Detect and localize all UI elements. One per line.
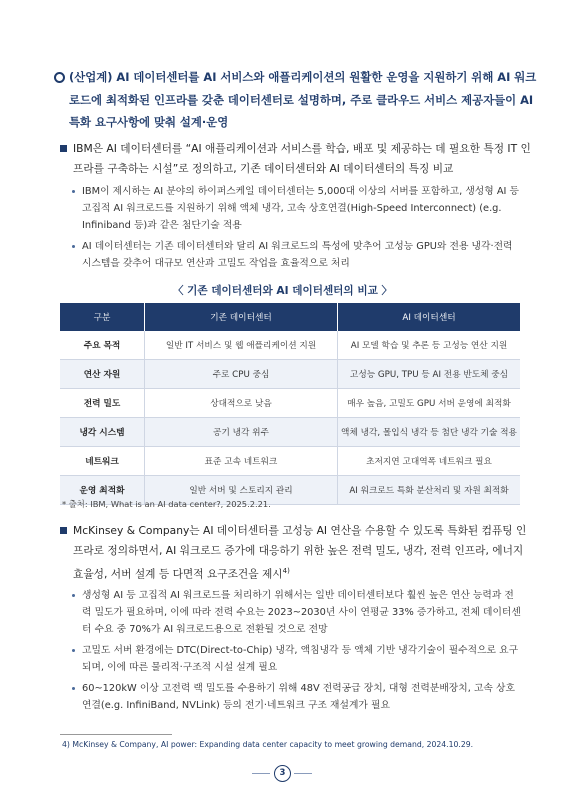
list-item: 고밀도 서버 환경에는 DTC(Direct-to-Chip) 냉각, 액침냉각 등 액체 기반 냉각기술이 필수적으로 요구되며, 이에 따른 물리적·구조적 시설 설계 필요 [72, 642, 522, 676]
list-item: 생성형 AI 등 고집적 AI 워크로드를 처리하기 위해서는 일반 데이터센터보다 훨씬 높은 연산 능력과 전력 밀도가 필요하며, 이에 따라 전력 수요는 2023~2030년 사이 연평균 33% 증가하고, 전체 데이터센터 수요 중 70%가 AI 워크로드용으로 전환될 것으로 전망 [72, 587, 522, 638]
ai-cell: AI 모델 학습 및 추론 등 고성능 연산 지원 [338, 331, 521, 360]
section1-heading-text: IBM은 AI 데이터센터를 “AI 애플리케이션과 서비스를 학습, 배포 및 제공하는 데 필요한 특정 IT 인프라를 구축하는 시설”로 정의하고, 기존 데이터센터와 AI 데이터센터의 특징 비교 [73, 142, 531, 175]
list-item: 60~120kW 이상 고전력 랙 밀도를 수용하기 위해 48V 전력공급 장치, 대형 전력분배장치, 고속 상호연결(e.g. InfiniBand, NVLink) 등의 전기·네트워크 구조 재설계가 필요 [72, 680, 522, 714]
section2-heading [60, 521, 533, 585]
comparison-table [60, 303, 520, 505]
table-title: 〈 기존 데이터센터와 AI 데이터센터의 비교 〉 [172, 285, 393, 297]
main-point [54, 66, 539, 134]
legacy-cell: 표준 고속 네트워크 [145, 447, 338, 476]
table-source: * 출처: IBM, What is an AI data center?, 2025.2.21. [62, 499, 271, 509]
table-row [60, 389, 520, 418]
table-row [60, 418, 520, 447]
legacy-cell: 일반 IT 서비스 및 웹 애플리케이션 지원 [145, 331, 338, 360]
legacy-cell: 주로 CPU 중심 [145, 360, 338, 389]
header-category: 구분 [60, 303, 145, 331]
header-ai: AI 데이터센터 [338, 303, 521, 331]
page-number-right-rule [294, 773, 312, 774]
ai-cell: AI 워크로드 특화 분산처리 및 자원 최적화 [338, 476, 521, 505]
square-bullet-icon [60, 145, 67, 152]
header-legacy: 기존 데이터센터 [145, 303, 338, 331]
section1-heading [60, 139, 533, 179]
legacy-cell: 일반 서버 및 스토리지 관리 [145, 476, 338, 505]
section2-heading-text: McKinsey & Company는 AI 데이터센터를 고성능 AI 연산을 수용할 수 있도록 특화된 컴퓨팅 인프라로 정의하면서, AI 워크로드 증가에 대응하기 위한 높은 전력 밀도, 냉각, 전력 인프라, 에너지 효율성, 서버 설계 등 다면적 요구조건을 제시 [73, 524, 527, 581]
row-label: 냉각 시스템 [60, 418, 145, 447]
table-header-row [60, 303, 520, 331]
list-item: AI 데이터센터는 기존 데이터센터와 달리 AI 워크로드의 특성에 맞추어 고성능 GPU와 전용 냉각·전력 시스템을 갖추어 대규모 연산과 고밀도 작업을 효율적으로 처리 [72, 238, 522, 272]
table-row [60, 360, 520, 389]
row-label: 연산 자원 [60, 360, 145, 389]
row-label: 운영 최적화 [60, 476, 145, 505]
row-label: 네트워크 [60, 447, 145, 476]
main-point-text: (산업계) AI 데이터센터를 AI 서비스와 애플리케이션의 원활한 운영을 지원하기 위해 AI 워크로드에 최적화된 인프라를 갖춘 데이터센터로 설명하며, 주로 클라우드 서비스 제공자들이 AI 특화 요구사항에 맞춰 설계·운영 [69, 70, 537, 129]
row-label: 주요 목적 [60, 331, 145, 360]
footnote: 4) McKinsey & Company, AI power: Expanding data center capacity to meet growing demand, 2024.10.29. [62, 740, 474, 749]
ai-cell: 초저지연 고대역폭 네트워크 필요 [338, 447, 521, 476]
page-number-left-rule [252, 773, 270, 774]
page-number: 3 [274, 765, 291, 782]
legacy-cell: 공기 냉각 위주 [145, 418, 338, 447]
ai-cell: 액체 냉각, 몰입식 냉각 등 첨단 냉각 기술 적용 [338, 418, 521, 447]
table-row [60, 331, 520, 360]
ai-cell: 고성능 GPU, TPU 등 AI 전용 반도체 중심 [338, 360, 521, 389]
footnote-divider [60, 734, 172, 735]
footnote-ref: 4) [282, 567, 290, 575]
square-bullet-icon [60, 527, 67, 534]
section1-list [72, 183, 522, 276]
table-row [60, 447, 520, 476]
legacy-cell: 상대적으로 낮음 [145, 389, 338, 418]
list-item: IBM이 제시하는 AI 분야의 하이퍼스케일 데이터센터는 5,000대 이상의 서버를 포함하고, 생성형 AI 등 고집적 AI 워크로드를 지원하기 위해 액체 냉각, 고속 상호연결(High-Speed Interconnect) (e.g. Infiniband 등)과 같은 첨단기술 적용 [72, 183, 522, 234]
circle-bullet-icon [54, 72, 65, 83]
row-label: 전력 밀도 [60, 389, 145, 418]
ai-cell: 매우 높음, 고밀도 GPU 서버 운영에 최적화 [338, 389, 521, 418]
section2-list [72, 587, 522, 718]
